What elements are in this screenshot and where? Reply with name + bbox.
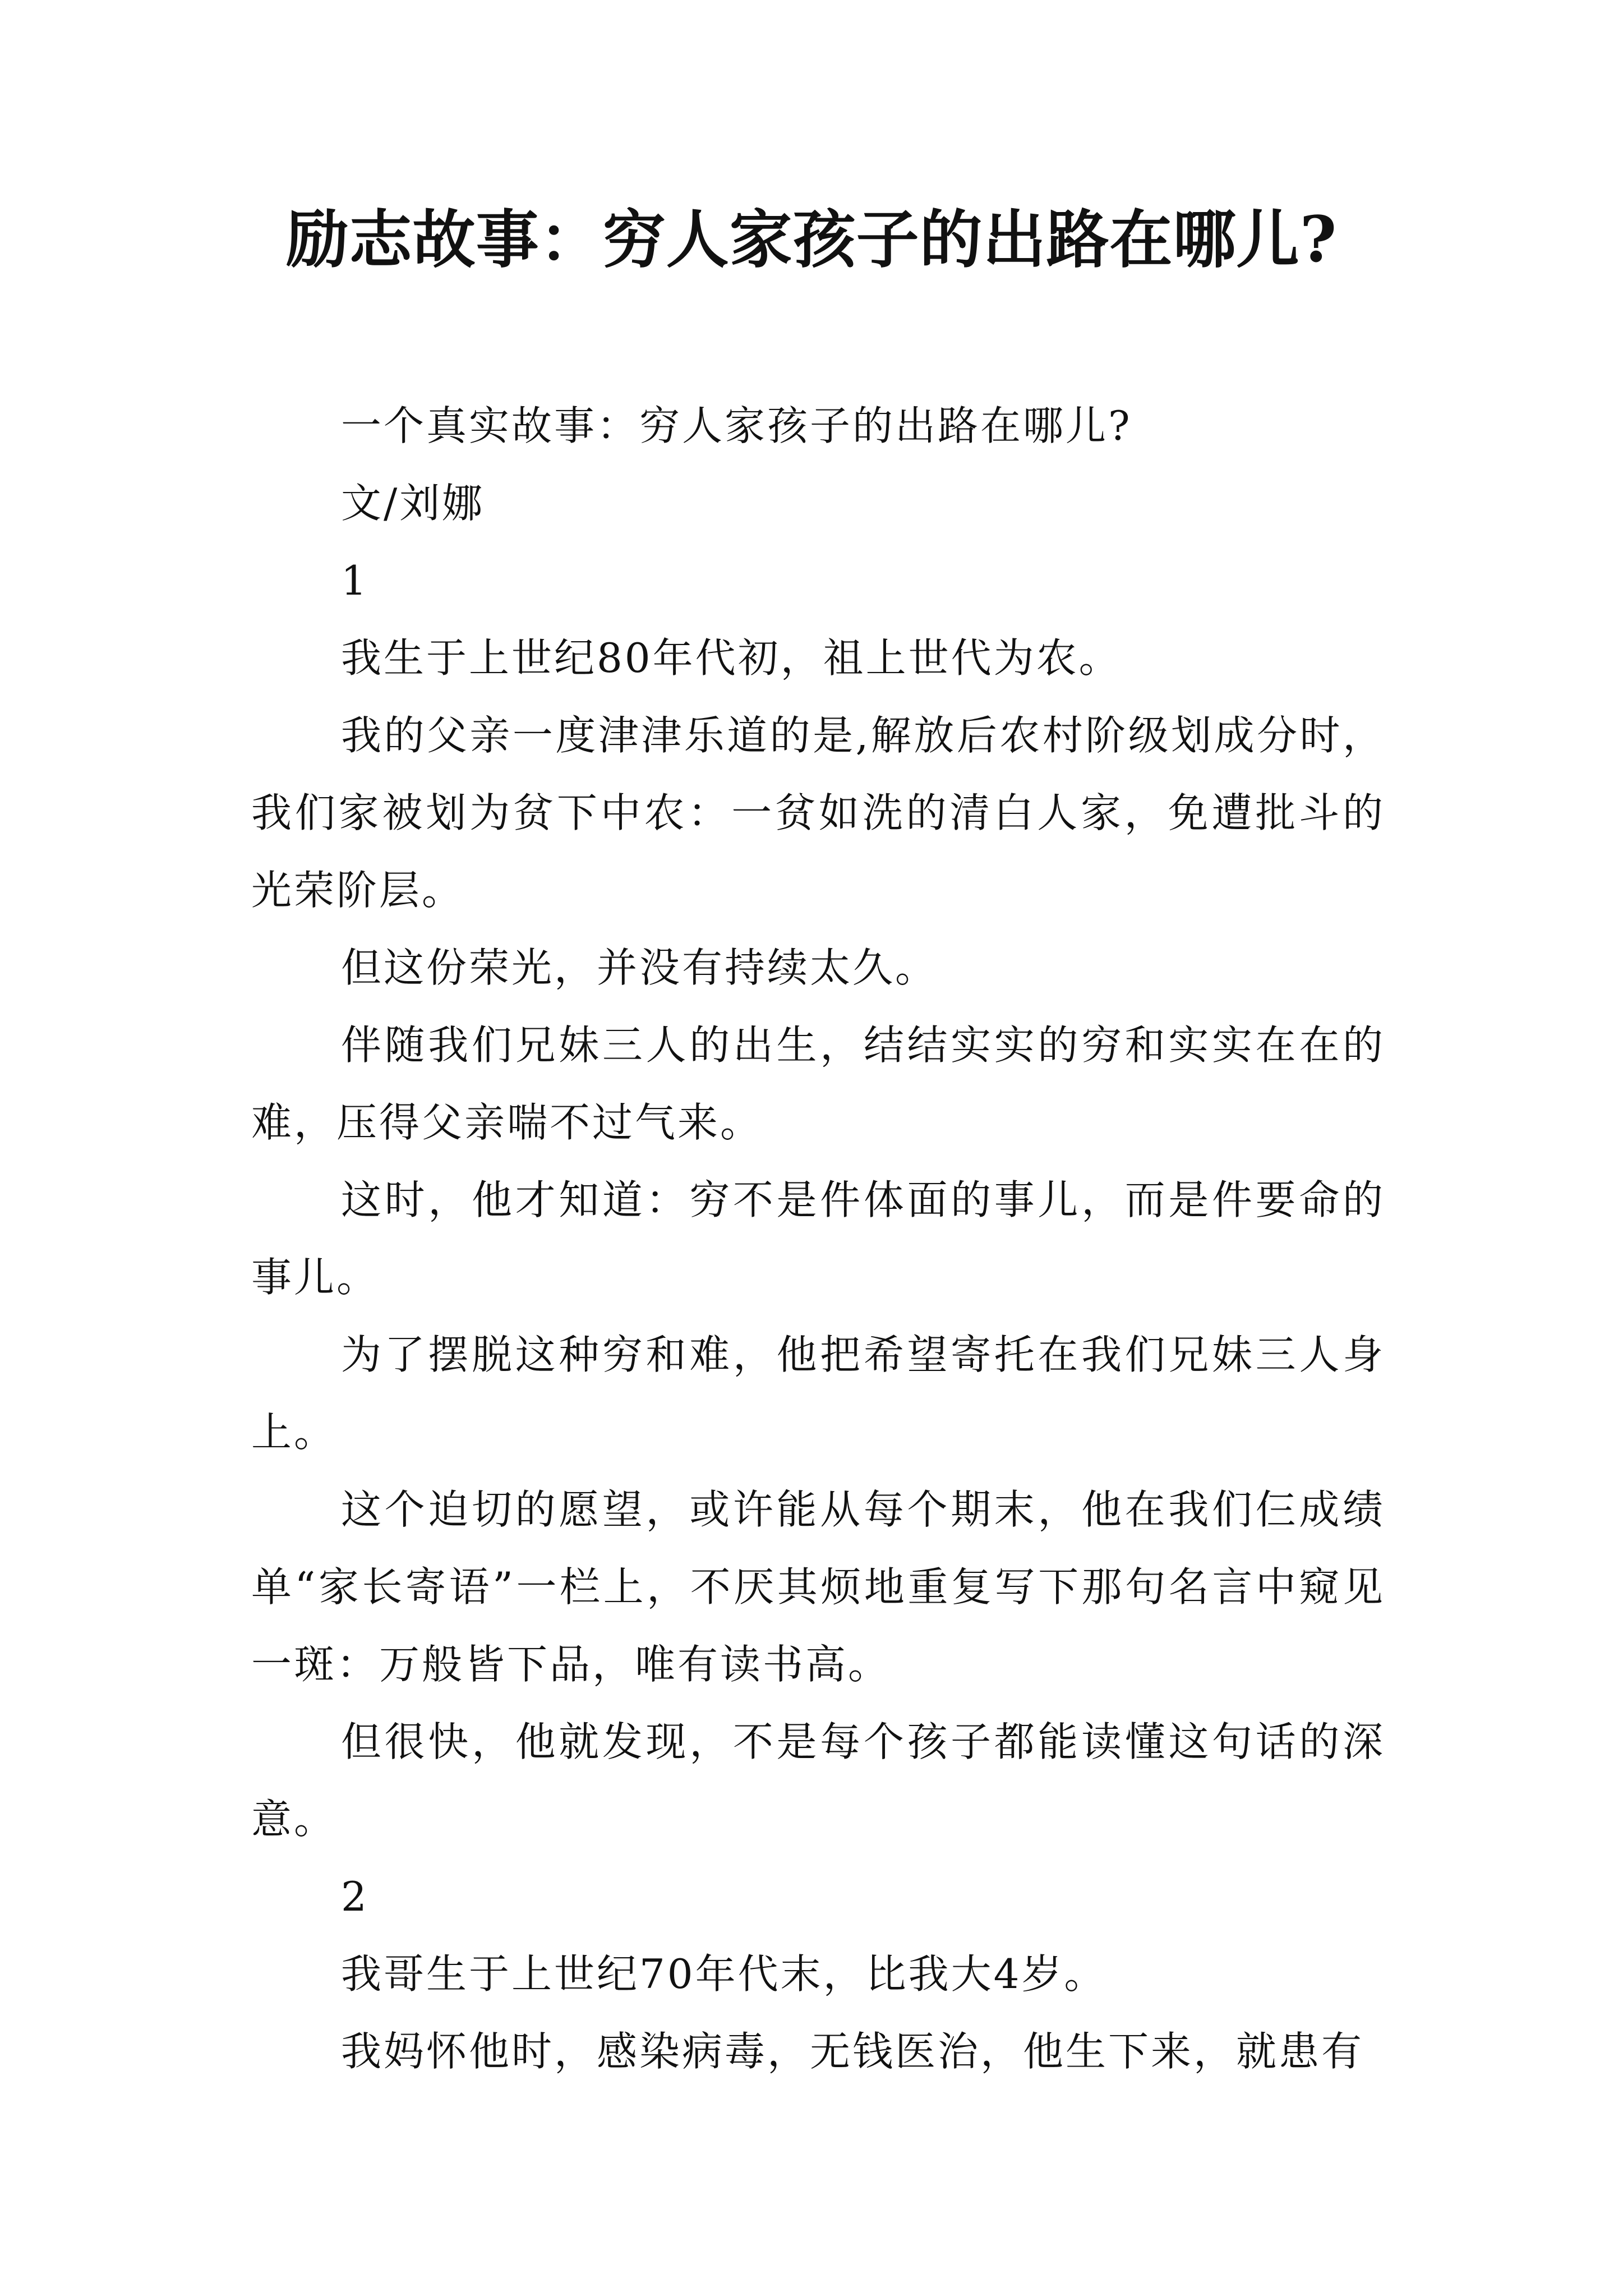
paragraph: 为了摆脱这种穷和难，他把希望寄托在我们兄妹三人身上。 [251, 1331, 1385, 1456]
paragraph: 这时，他才知道：穷不是件体面的事儿，而是件要命的事儿。 [251, 1176, 1385, 1301]
document-title: 励志故事：穷人家孩子的出路在哪儿? [285, 203, 1338, 277]
paragraph: 伴随我们兄妹三人的出生，结结实实的穷和实实在在的难，压得父亲喘不过气来。 [251, 1022, 1385, 1146]
document-body [251, 387, 1385, 2090]
paragraph: 我妈怀他时，感染病毒，无钱医治，他生下来，就患有 [341, 2028, 1364, 2075]
paragraph: 这个迫切的愿望，或许能从每个期末，他在我们仨成绩单“家长寄语”一栏上，不厌其烦地重复写下那句名言中窥见一斑：万般皆下品，唯有读书高。 [251, 1486, 1385, 1688]
paragraph: 但这份荣光，并没有持续太久。 [341, 944, 938, 991]
paragraph: 我的父亲一度津津乐道的是,解放后农村阶级划成分时，我们家被划为贫下中农：一贫如洗的清白人家，免遭批斗的光荣阶层。 [251, 712, 1385, 914]
paragraph: 但很快，他就发现，不是每个孩子都能读懂这句话的深意。 [251, 1718, 1385, 1843]
paragraph: 一个真实故事：穷人家孩子的出路在哪儿? [341, 402, 1132, 449]
paragraph: 我生于上世纪80年代初，祖上世代为农。 [341, 634, 1122, 682]
section-number: 2 [341, 1873, 369, 1920]
section-number: 1 [341, 557, 369, 604]
paragraph: 我哥生于上世纪70年代末，比我大4岁。 [341, 1950, 1107, 1998]
paragraph: 文/刘娜 [341, 480, 485, 527]
